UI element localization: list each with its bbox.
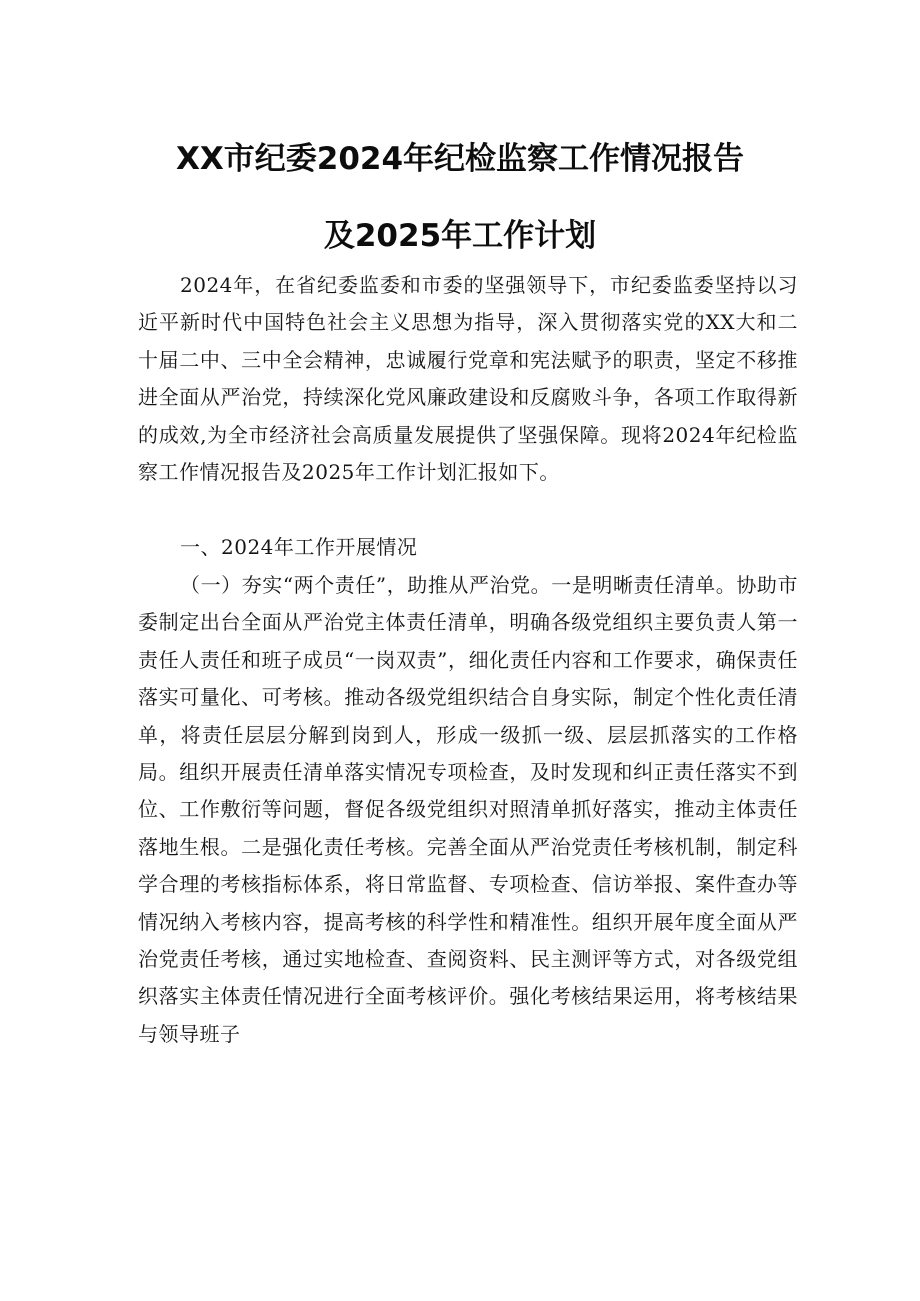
document-title-line-2: 及2025年工作计划 [323, 218, 597, 254]
section-heading: 一、2024年工作开展情况 [180, 535, 418, 559]
section-paragraph: （一）夯实“两个责任”，助推从严治党。一是明晰责任清单。协助市委制定出台全面从严治党主体责任清单，明确各级党组织主要负责人第一责任人责任和班子成员“一岗双责”，细化责任内容和工作要求，确保责任落实可量化、可考核。推动各级党组织结合自身实际，制定个性化责任清单，将责任层层分解到岗到人，形成一级抓一级、层层抓落实的工作格局。组织开展责任清单落实情况专项检查，及时发现和纠正责任落实不到位、工作敷衍等问题，督促各级党组织对照清单抓好落实，推动主体责任落地生根。二是强化责任考核。完善全面从严治党责任考核机制，制定科学合理的考核指标体系，将日常监督、专项检查、信访举报、案件查办等情况纳入考核内容，提高考核的科学性和精准性。组织开展年度全面从严治党责任考核，通过实地检查、查阅资料、民主测评等方式，对各级党组织落实主体责任情况进行全面考核评价。强化考核结果运用，将考核结果与领导班子 [138, 573, 798, 1046]
document-title-line-1: XX市纪委2024年纪检监察工作情况报告 [175, 141, 745, 177]
intro-paragraph: 2024年，在省纪委监委和市委的坚强领导下，市纪委监委坚持以习近平新时代中国特色社会主义思想为指导，深入贯彻落实党的XX大和二十届二中、三中全会精神，忠诚履行党章和宪法赋予的职责，坚定不移推进全面从严治党，持续深化党风廉政建设和反腐败斗争，各项工作取得新的成效,为全市经济社会高质量发展提供了坚强保障。现将2024年纪检监察工作情况报告及2025年工作计划汇报如下。 [138, 273, 798, 485]
